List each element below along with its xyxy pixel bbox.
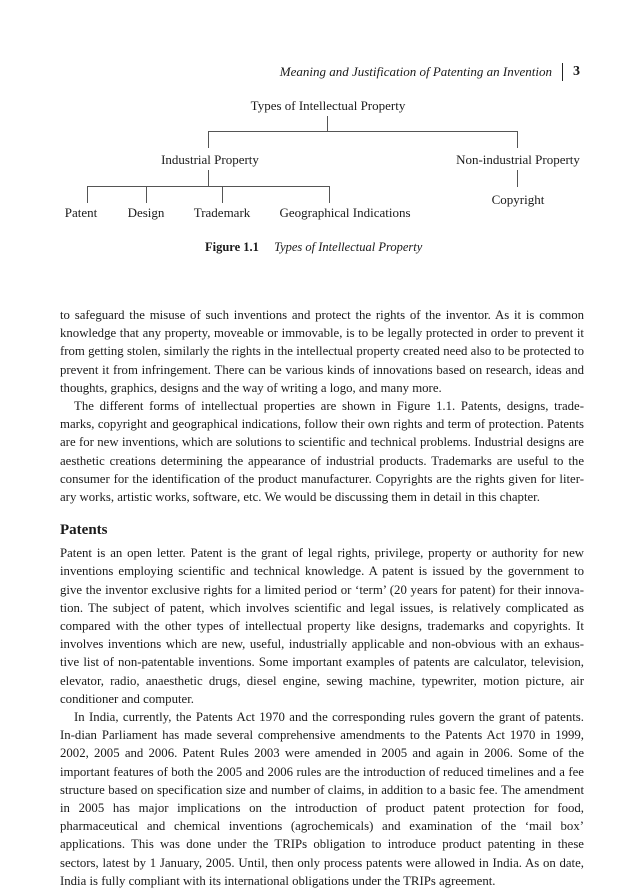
running-head-title: Meaning and Justification of Patenting an Invention (279, 64, 552, 79)
paragraph: The different forms of intellectual properties are shown in Figure 1.1. Patents, designs, trade-marks, copyright and geographical indications, follow their own rights and term of protection. Patents are for new inventions, which are solutions to scientific and technical problems. Industrial designs are aesthetic creations determining the appearance of industrial products. Trademarks are useful to the consumer for the identification of the product manufacturer. Copyrights are the rights given for liter-ary works, artistic works, software, etc. We would be discussing them in detail in this chapter. (60, 399, 584, 505)
connector-root (327, 116, 328, 132)
node-patent: Patent (64, 205, 98, 220)
paragraph: Patent is an open letter. Patent is the grant of legal rights, privilege, property or authority for new inventions employing scientific and technical knowledge. A patent is issued by the government to give the inventor exclusive rights for a limited period or ‘term’ (20 years for patent) for their innova-tion. The subject of patent, which involves scientific and legal issues, is relatively complicated as compared with the other types of intellectual property like designs, trademarks and copyrights. It involves inventions which are new, useful, industrially applicable and non-obvious with an exhaus-tive list of non-patentable inventions. Some important examples of patents are calculator, television, elevator, radio, anaesthetic drugs, diesel engine, sewing machine, typewriter, motion picture, air conditioner and computer. (60, 546, 584, 706)
connector-copyright (517, 170, 518, 187)
node-industrial-property: Industrial Property (161, 152, 259, 167)
connector-trademark (222, 186, 223, 203)
paragraph: In India, currently, the Patents Act 1970 and the corresponding rules govern the grant of patents. In-dian Parliament has made several comprehensive amendments to the Patents Act 1970 in 1999, 2002, 2005 and 2006. Patent Rules 2003 were amended in 2005 and again in 2006. Some of the important features of both the 2005 and 2006 rules are the introduction of reduced timelines and a fee structure based on specification size and number of claims, in addition to a basic fee. The amendment in 2005 has major implications on the introduction of product patent protection for food, pharmaceutical and chemical inventions (agrochemicals) and examination of the ‘mail box’ applications. This was done under the TRIPs obligation to introduce product patenting in these sectors, latest by 1 January, 2005. Until, then only process patents were allowed in India. As on date, India is fully compliant with its international obligations under the TRIPs agreement. (60, 710, 584, 888)
connector-patent (87, 186, 88, 203)
node-root: Types of Intellectual Property (250, 98, 406, 113)
connector-industrial-down (208, 170, 209, 187)
connector-industrial (208, 131, 209, 148)
page-number: 3 (573, 64, 580, 79)
figure-caption-text: Types of Intellectual Property (274, 240, 423, 254)
paragraph: to safeguard the misuse of such inventions and protect the rights of the inventor. As it is common knowledge that any property, moveable or immovable, is to be legally protected in order to prevent it from getting stolen, similarly the rights in the intellectual property created need also to be protected to prevent it from infringement. There can be various kinds of innovations based on research, ideas and thoughts, graphics, designs and the way of writing a logo, and many more. (60, 308, 584, 395)
connector-design (146, 186, 147, 203)
figure-caption (205, 240, 422, 255)
node-nonindustrial-property: Non-industrial Property (456, 152, 580, 167)
node-geographical-indications: Geographical Indications (279, 205, 411, 220)
connector-nonindustrial (517, 131, 518, 148)
ip-types-diagram (0, 0, 638, 270)
section-heading: Patents (60, 522, 108, 539)
node-design: Design (127, 205, 165, 220)
connector-level1 (208, 131, 518, 132)
connector-geographical (329, 186, 330, 203)
node-copyright: Copyright (491, 192, 545, 207)
node-trademark: Trademark (193, 205, 251, 220)
body-text (60, 306, 584, 890)
connector-level2 (87, 186, 330, 187)
figure-label: Figure 1.1 (205, 240, 259, 254)
